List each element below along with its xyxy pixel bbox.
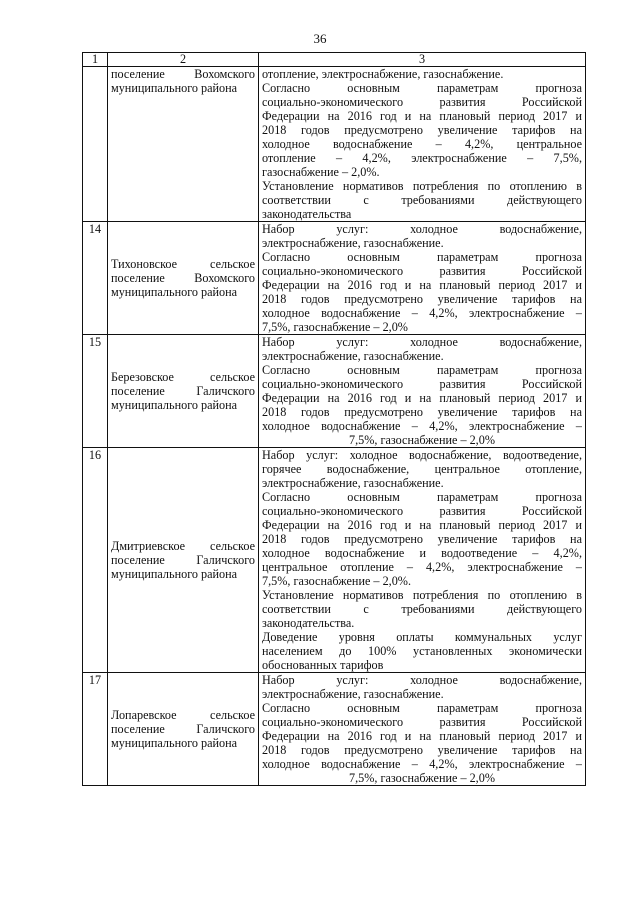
tariff-description (259, 67, 586, 222)
description-line: 2018 годов предусмотрено увеличение тарифов на (262, 292, 582, 306)
description-line: Федерации на 2016 год и на плановый период 2017 и (262, 391, 582, 405)
description-line: 7,5%, газоснабжение – 2,0% (349, 433, 495, 447)
tariff-description (259, 448, 586, 673)
description-line: 7,5%, газоснабжение – 2,0% (349, 771, 495, 785)
description-line: Согласно основным параметрам прогноза (262, 490, 582, 504)
settlement-name-line: муниципального района (111, 285, 238, 299)
description-line: 2018 годов предусмотрено увеличение тарифов на (262, 405, 582, 419)
description-line: Федерации на 2016 год и на плановый период 2017 и (262, 278, 582, 292)
tariff-table (82, 52, 586, 786)
settlement-name-line: Березовское сельское (111, 370, 255, 384)
description-line: населением до 100% установленных экономически (262, 644, 582, 658)
settlement-name-line: поселение Галичского (111, 384, 255, 398)
settlement-name-line: муниципального района (111, 81, 238, 95)
settlement-name-line: муниципального района (111, 567, 238, 581)
description-line: 2018 годов предусмотрено увеличение тарифов на (262, 743, 582, 757)
table-row (83, 448, 586, 673)
description-line: холодное водоснабжение – 4,2%, электроснабжение – (262, 757, 582, 771)
header-col-3: 3 (259, 53, 586, 67)
description-line: холодное водоснабжение – 4,2%, электроснабжение – (262, 419, 582, 433)
description-line: холодное водоснабжение – 4,2%, центральное (262, 137, 582, 151)
table-row (83, 67, 586, 222)
description-line: Федерации на 2016 год и на плановый период 2017 и (262, 109, 582, 123)
settlement-name (108, 222, 259, 335)
row-number: 14 (83, 222, 108, 335)
settlement-name-line: муниципального района (111, 736, 238, 750)
description-line: отопление – 4,2%, электроснабжение – 7,5%, (262, 151, 582, 165)
description-line: холодное водоснабжение и водоотведение – 4,2%, (262, 546, 582, 560)
settlement-name-line: муниципального района (111, 398, 238, 412)
description-line: 2018 годов предусмотрено увеличение тарифов на (262, 123, 582, 137)
table-header-row (83, 53, 586, 67)
description-line: Набор услуг: холодное водоснабжение, (262, 222, 582, 236)
description-line: социально-экономического развития Российской (262, 377, 582, 391)
description-line: Федерации на 2016 год и на плановый период 2017 и (262, 729, 582, 743)
description-line: Доведение уровня оплаты коммунальных услуг (262, 630, 582, 644)
settlement-name-line: Дмитриевское сельское (111, 539, 255, 553)
description-line: 7,5%, газоснабжение – 2,0% (262, 320, 408, 334)
description-line: горячее водоснабжение, центральное отопление, (262, 462, 582, 476)
description-line: 2018 годов предусмотрено увеличение тарифов на (262, 532, 582, 546)
description-line: электроснабжение, газоснабжение. (262, 476, 444, 490)
description-line: законодательства. (262, 616, 355, 630)
description-line: Согласно основным параметрам прогноза (262, 250, 582, 264)
description-line: электроснабжение, газоснабжение. (262, 349, 444, 363)
table-row (83, 673, 586, 786)
description-line: соответствии с требованиями действующего (262, 193, 582, 207)
description-line: социально-экономического развития Российской (262, 715, 582, 729)
description-line: Набор услуг: холодное водоснабжение, (262, 673, 582, 687)
description-line: Федерации на 2016 год и на плановый период 2017 и (262, 518, 582, 532)
settlement-name-line: поселение Галичского (111, 722, 255, 736)
description-line: социально-экономического развития Российской (262, 504, 582, 518)
table-row (83, 222, 586, 335)
description-line: социально-экономического развития Российской (262, 264, 582, 278)
description-line: законодательства (262, 207, 352, 221)
settlement-name (108, 448, 259, 673)
row-number: 17 (83, 673, 108, 786)
description-line: Согласно основным параметрам прогноза (262, 701, 582, 715)
tariff-description (259, 673, 586, 786)
description-line: газоснабжение – 2,0%. (262, 165, 380, 179)
table-row (83, 335, 586, 448)
settlement-name-line: поселение Вохомского (111, 67, 255, 81)
row-number: 16 (83, 448, 108, 673)
description-line: социально-экономического развития Российской (262, 95, 582, 109)
settlement-name-line: Лопаревское сельское (111, 708, 255, 722)
row-number (83, 67, 108, 222)
description-line: Набор услуг: холодное водоснабжение, водоотведение, (262, 448, 582, 462)
tariff-description (259, 222, 586, 335)
page-number: 36 (313, 31, 327, 46)
settlement-name (108, 673, 259, 786)
description-line: холодное водоснабжение – 4,2%, электроснабжение – (262, 306, 582, 320)
description-line: Согласно основным параметрам прогноза (262, 81, 582, 95)
settlement-name (108, 67, 259, 222)
row-number: 15 (83, 335, 108, 448)
description-line: 7,5%, газоснабжение – 2,0%. (262, 574, 412, 588)
table-body (83, 67, 586, 786)
settlement-name-line: поселение Галичского (111, 553, 255, 567)
description-line: Набор услуг: холодное водоснабжение, (262, 335, 582, 349)
tariff-description (259, 335, 586, 448)
description-line: Согласно основным параметрам прогноза (262, 363, 582, 377)
description-line: Установление нормативов потребления по отоплению в (262, 179, 582, 193)
settlement-name (108, 335, 259, 448)
header-col-2: 2 (108, 53, 259, 67)
description-line: электроснабжение, газоснабжение. (262, 236, 444, 250)
settlement-name-line: поселение Вохомского (111, 271, 255, 285)
settlement-name-line: Тихоновское сельское (111, 257, 255, 271)
description-line: центральное отопление – 4,2%, электроснабжение – (262, 560, 582, 574)
description-line: электроснабжение, газоснабжение. (262, 687, 444, 701)
header-col-1: 1 (83, 53, 108, 67)
description-line: отопление, электроснабжение, газоснабжение. (262, 67, 504, 81)
description-line: Установление нормативов потребления по отоплению в (262, 588, 582, 602)
description-line: соответствии с требованиями действующего (262, 602, 582, 616)
description-line: обоснованных тарифов (262, 658, 384, 672)
